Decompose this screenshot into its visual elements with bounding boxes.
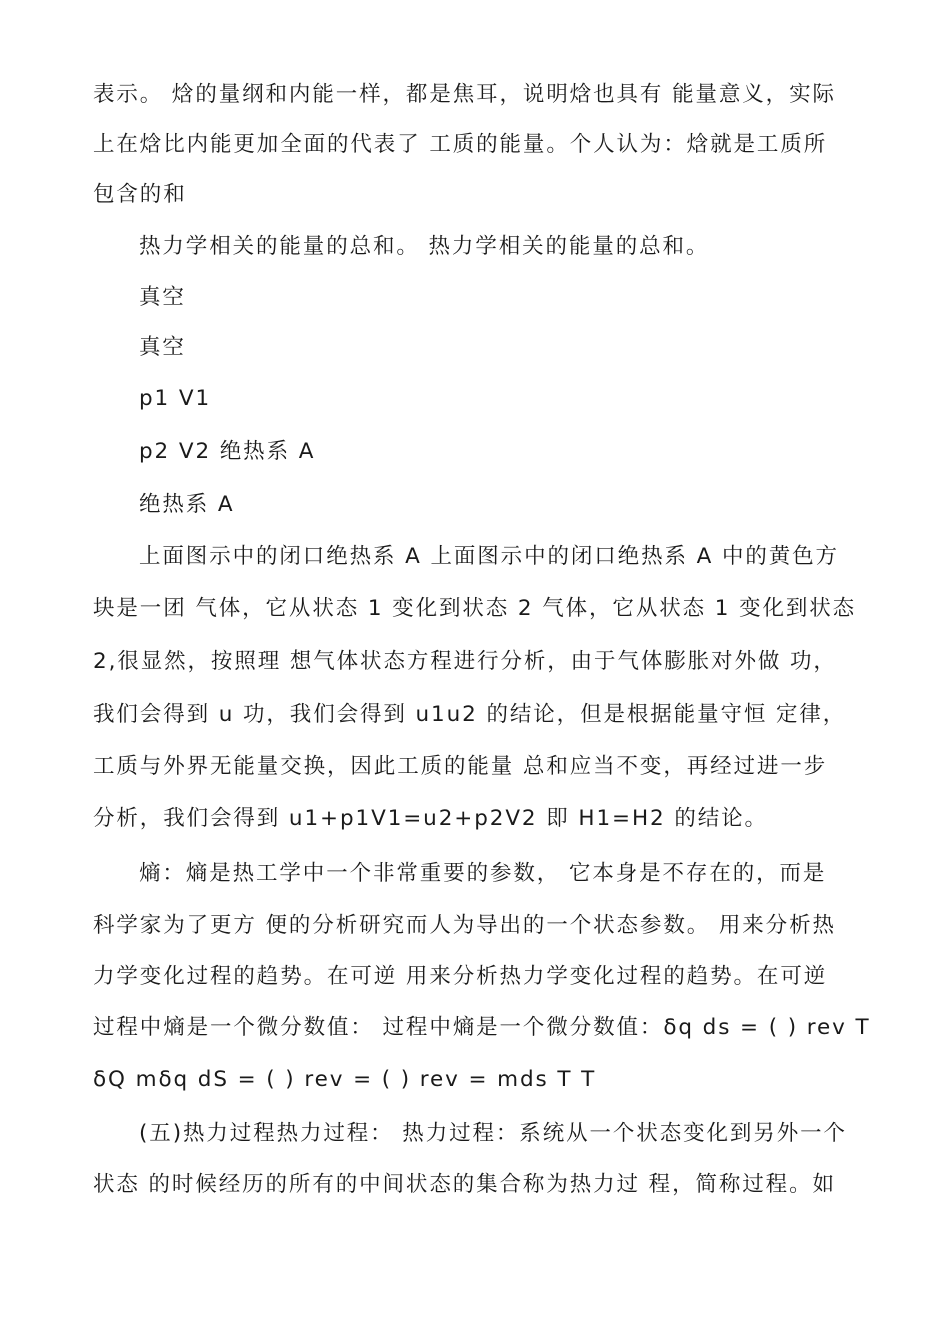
text-line: 绝热系 A: [139, 492, 235, 517]
text-line: 块是一团 气体，它从状态 1 变化到状态 2 气体，它从状态 1 变化到状态: [93, 596, 857, 621]
text-line: p1 V1: [139, 386, 212, 411]
text-line: 上面图示中的闭口绝热系 A 上面图示中的闭口绝热系 A 中的黄色方: [139, 544, 839, 569]
text-line: δQ mδq dS = ( ) rev = ( ) rev = mds T T: [93, 1067, 597, 1092]
text-line: 真空: [139, 285, 186, 310]
text-line: p2 V2 绝热系 A: [139, 439, 316, 464]
text-line: 表示。 焓的量纲和内能一样，都是焦耳，说明焓也具有 能量意义，实际: [93, 82, 836, 107]
text-line: 分析，我们会得到 u1+p1V1=u2+p2V2 即 H1=H2 的结论。: [93, 806, 768, 831]
text-line: 科学家为了更方 便的分析研究而人为导出的一个状态参数。 用来分析热: [93, 913, 836, 938]
text-line: 熵：熵是热工学中一个非常重要的参数， 它本身是不存在的，而是: [139, 861, 827, 886]
text-line: (五)热力过程热力过程： 热力过程：系统从一个状态变化到另外一个: [139, 1121, 847, 1146]
text-line: 真空: [139, 335, 186, 360]
text-line: 状态 的时候经历的所有的中间状态的集合称为热力过 程，简称过程。如: [93, 1172, 836, 1197]
text-line: 力学变化过程的趋势。在可逆 用来分析热力学变化过程的趋势。在可逆: [93, 964, 828, 989]
text-line: 我们会得到 u 功，我们会得到 u1u2 的结论，但是根据能量守恒 定律，: [93, 702, 847, 727]
text-line: 工质与外界无能量交换，因此工质的能量 总和应当不变，再经过进一步: [93, 754, 828, 779]
text-line: 上在焓比内能更加全面的代表了 工质的能量。个人认为：焓就是工质所: [93, 132, 828, 157]
text-line: 热力学相关的能量的总和。 热力学相关的能量的总和。: [139, 234, 710, 259]
text-line: 包含的和: [93, 182, 187, 207]
text-line: 2,很显然，按照理 想气体状态方程进行分析，由于气体膨胀对外做 功，: [93, 649, 837, 674]
text-line: 过程中熵是一个微分数值： 过程中熵是一个微分数值：δq ds = ( ) rev T: [93, 1015, 871, 1040]
